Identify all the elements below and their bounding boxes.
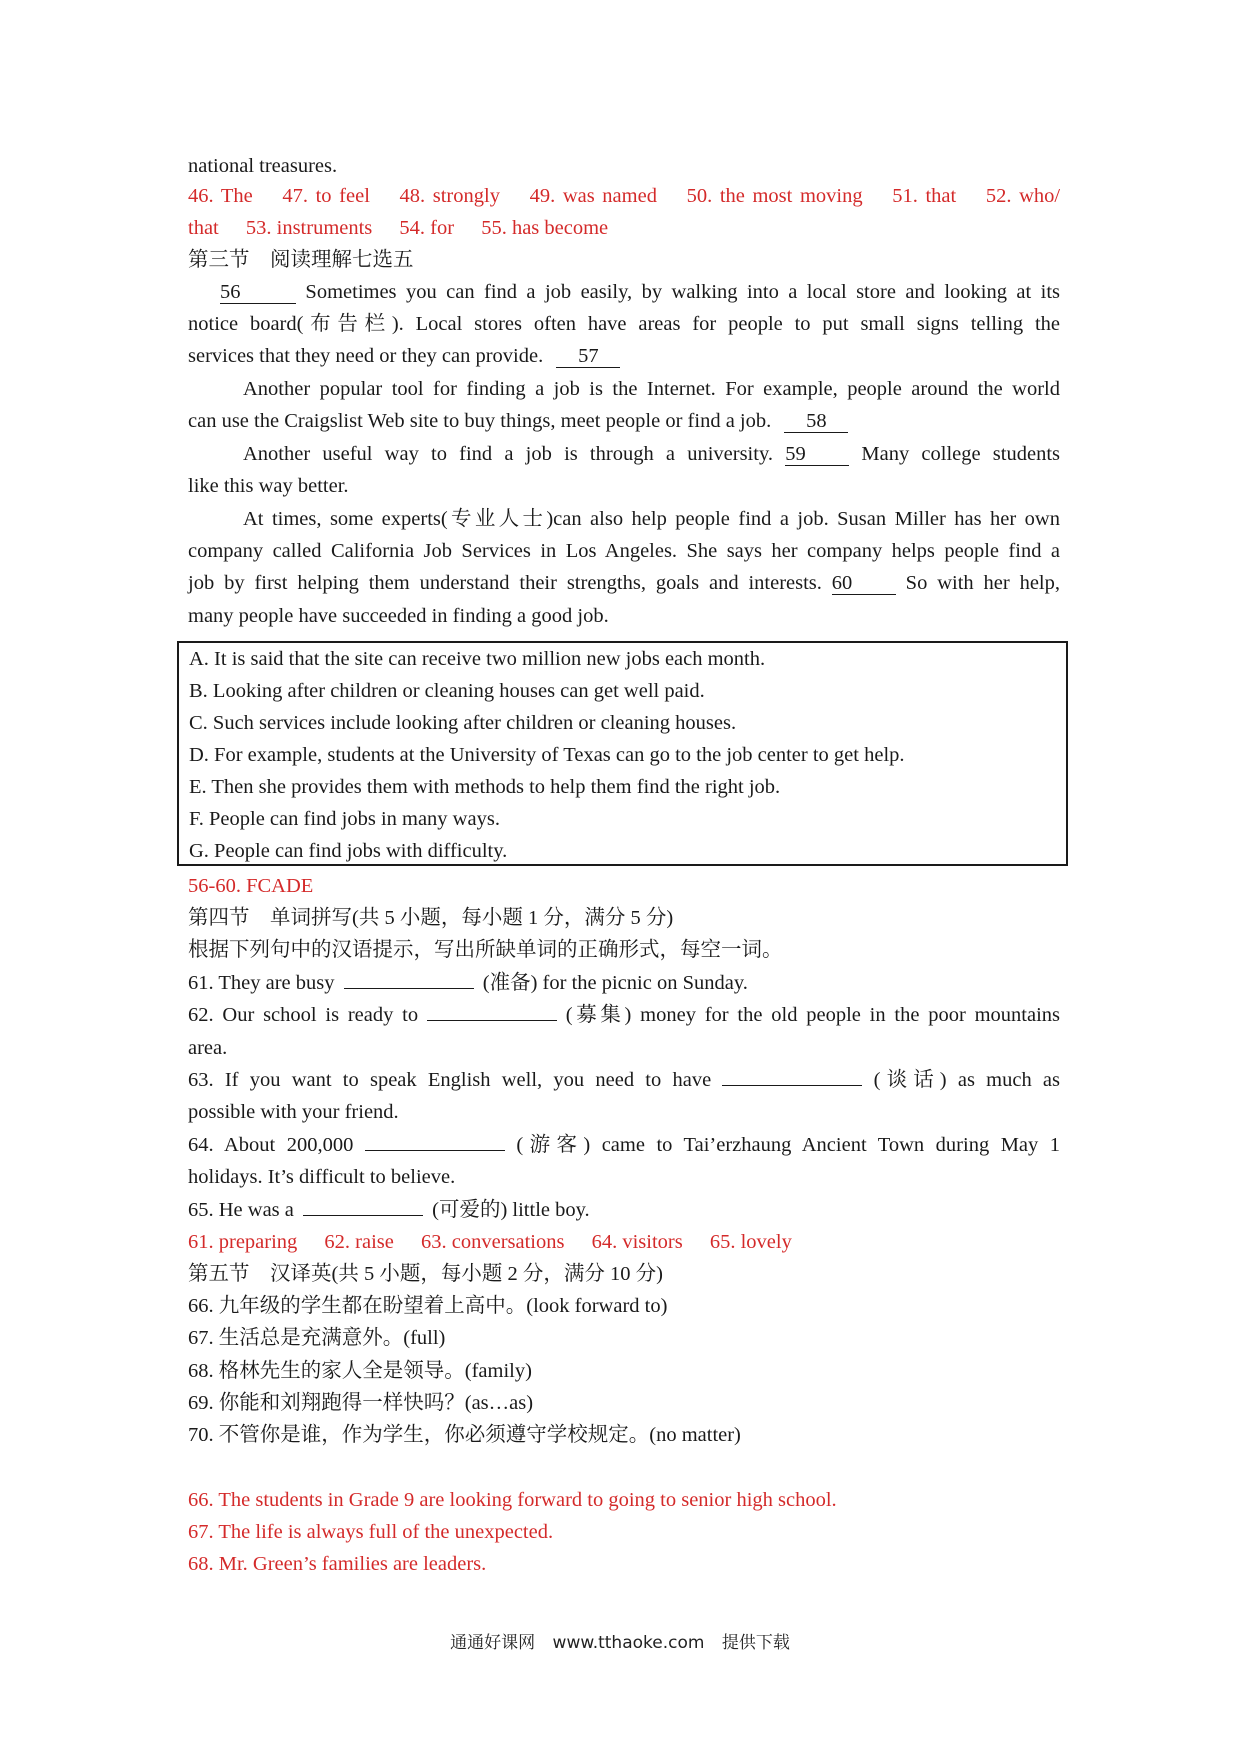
blank-58: 58 <box>784 410 848 433</box>
q-text: 65. He was a <box>188 1199 294 1221</box>
option-c: C. Such services include looking after children or cleaning houses. <box>189 712 737 734</box>
p4-text: job by first helping them understand their strengths, goals and interests. <box>188 572 822 594</box>
q-text: (准备) for the picnic on Sunday. <box>482 972 748 994</box>
p1-line2: notice board(布告栏). Local stores often have areas for people to put small signs telling the <box>188 313 1060 335</box>
q-text: (募集) money for the old people in the poor mountains <box>565 1004 1061 1026</box>
section3-title: 第三节 阅读理解七选五 <box>188 249 414 271</box>
intro-tail: national treasures. <box>188 155 338 177</box>
answer-item: 52. who/ <box>985 185 1061 207</box>
question-61 <box>188 967 1060 999</box>
q-text: 61. They are busy <box>188 972 335 994</box>
p1-text: services that they need or they can provide. <box>188 345 544 367</box>
q-text: 62. Our school is ready to <box>188 1004 419 1026</box>
option-d: D. For example, students at the University of Texas can go to the job center to get help. <box>189 744 905 766</box>
question-62-cont: area. <box>188 1037 228 1059</box>
p2-text: can use the Craigslist Web site to buy things, meet people or find a job. <box>188 410 772 432</box>
blank-57: 57 <box>556 345 620 368</box>
answer-item: 65. lovely <box>709 1231 792 1253</box>
answer-blank <box>427 1000 557 1021</box>
p2-line1: Another popular tool for finding a job is the Internet. For example, people around the world <box>243 378 1060 400</box>
answer-blank <box>303 1195 423 1216</box>
answer-item: 53. instruments <box>245 217 373 239</box>
question-64 <box>188 1129 1060 1161</box>
p1-line1 <box>220 276 1060 308</box>
answer-item: that <box>188 217 219 239</box>
answer-item: 62. raise <box>324 1231 394 1253</box>
question-64-cont: holidays. It’s difficult to believe. <box>188 1166 456 1188</box>
answer-item: 54. for <box>399 217 455 239</box>
answer-66: 66. The students in Grade 9 are looking forward to going to senior high school. <box>188 1489 837 1511</box>
answer-68: 68. Mr. Green’s families are leaders. <box>188 1553 487 1575</box>
q-text: (谈话) as much as <box>873 1069 1061 1091</box>
question-70: 70. 不管你是谁，作为学生，你必须遵守学校规定。(no matter) <box>188 1424 741 1446</box>
answer-blank <box>722 1065 862 1086</box>
answer-item: 50. the most moving <box>686 185 863 207</box>
option-b: B. Looking after children or cleaning houses can get well paid. <box>189 680 705 702</box>
answer-item: 63. conversations <box>421 1231 565 1253</box>
question-66: 66. 九年级的学生都在盼望着上高中。(look forward to) <box>188 1295 668 1317</box>
blank-56: 56 <box>220 281 296 304</box>
answer-item: 46. The <box>188 185 253 207</box>
p4-line2: company called California Job Services in Los Angeles. She says her company helps people find a <box>188 540 1060 562</box>
p3-text: Another useful way to find a job is through a university. <box>243 443 773 465</box>
section5-title: 第五节 汉译英(共 5 小题，每小题 2 分，满分 10 分) <box>188 1263 663 1285</box>
question-62 <box>188 999 1060 1031</box>
answer-item: 64. visitors <box>591 1231 683 1253</box>
p4-text: So with her help, <box>905 572 1060 594</box>
option-f: F. People can find jobs in many ways. <box>189 808 500 830</box>
answer-item: 51. that <box>892 185 957 207</box>
answer-item: 48. strongly <box>399 185 500 207</box>
section4-instruction: 根据下列句中的汉语提示，写出所缺单词的正确形式，每空一词。 <box>188 939 783 961</box>
answer-56-60: 56-60. FCADE <box>188 875 314 897</box>
blank-60: 60 <box>832 572 896 595</box>
p3-text: Many college students <box>861 443 1060 465</box>
answer-item: 47. to feel <box>282 185 370 207</box>
answer-item: 49. was named <box>529 185 657 207</box>
question-63-cont: possible with your friend. <box>188 1101 399 1123</box>
answers-61-65 <box>188 1226 1060 1258</box>
p4-line4: many people have succeeded in finding a good job. <box>188 605 609 627</box>
p2-line2 <box>188 405 1060 437</box>
answer-67: 67. The life is always full of the unexpected. <box>188 1521 554 1543</box>
option-a: A. It is said that the site can receive two million new jobs each month. <box>189 648 766 670</box>
q-text: (游客) came to Tai’erzhaung Ancient Town during May 1 <box>516 1134 1061 1156</box>
q-text: (可爱的) little boy. <box>432 1199 590 1221</box>
p3-line1 <box>243 438 1060 470</box>
answer-item: 61. preparing <box>188 1231 298 1253</box>
p4-line1: At times, some experts(专业人士)can also help people find a job. Susan Miller has her own <box>243 508 1060 530</box>
footer-tail: 提供下载 <box>721 1633 790 1653</box>
question-65 <box>188 1194 1060 1226</box>
q-text: 64. About 200,000 <box>188 1134 354 1156</box>
p1-text: Sometimes you can find a job easily, by walking into a local store and looking at its <box>305 281 1061 303</box>
footer-url[interactable]: www.tthaoke.com <box>552 1633 705 1653</box>
option-e: E. Then she provides them with methods to help them find the right job. <box>189 776 781 798</box>
blank-59: 59 <box>785 443 849 466</box>
option-g: G. People can find jobs with difficulty. <box>189 840 508 862</box>
answer-blank <box>365 1130 505 1151</box>
question-69: 69. 你能和刘翔跑得一样快吗？(as…as) <box>188 1392 534 1414</box>
p3-line2: like this way better. <box>188 475 349 497</box>
answers-46-52 <box>188 180 1060 212</box>
answer-item: 55. has become <box>481 217 609 239</box>
question-63 <box>188 1064 1060 1096</box>
answers-53-55 <box>188 212 1060 244</box>
p4-line3 <box>188 567 1060 599</box>
options-box <box>177 641 1068 866</box>
page-footer <box>0 1628 1240 1653</box>
answer-blank <box>344 968 474 989</box>
question-68: 68. 格林先生的家人全是领导。(family) <box>188 1360 532 1382</box>
p1-line3 <box>188 340 1060 372</box>
question-67: 67. 生活总是充满意外。(full) <box>188 1327 446 1349</box>
footer-site-name: 通通好课网 <box>450 1633 536 1653</box>
q-text: 63. If you want to speak English well, you need to have <box>188 1069 712 1091</box>
section4-title: 第四节 单词拼写(共 5 小题，每小题 1 分，满分 5 分) <box>188 907 674 929</box>
